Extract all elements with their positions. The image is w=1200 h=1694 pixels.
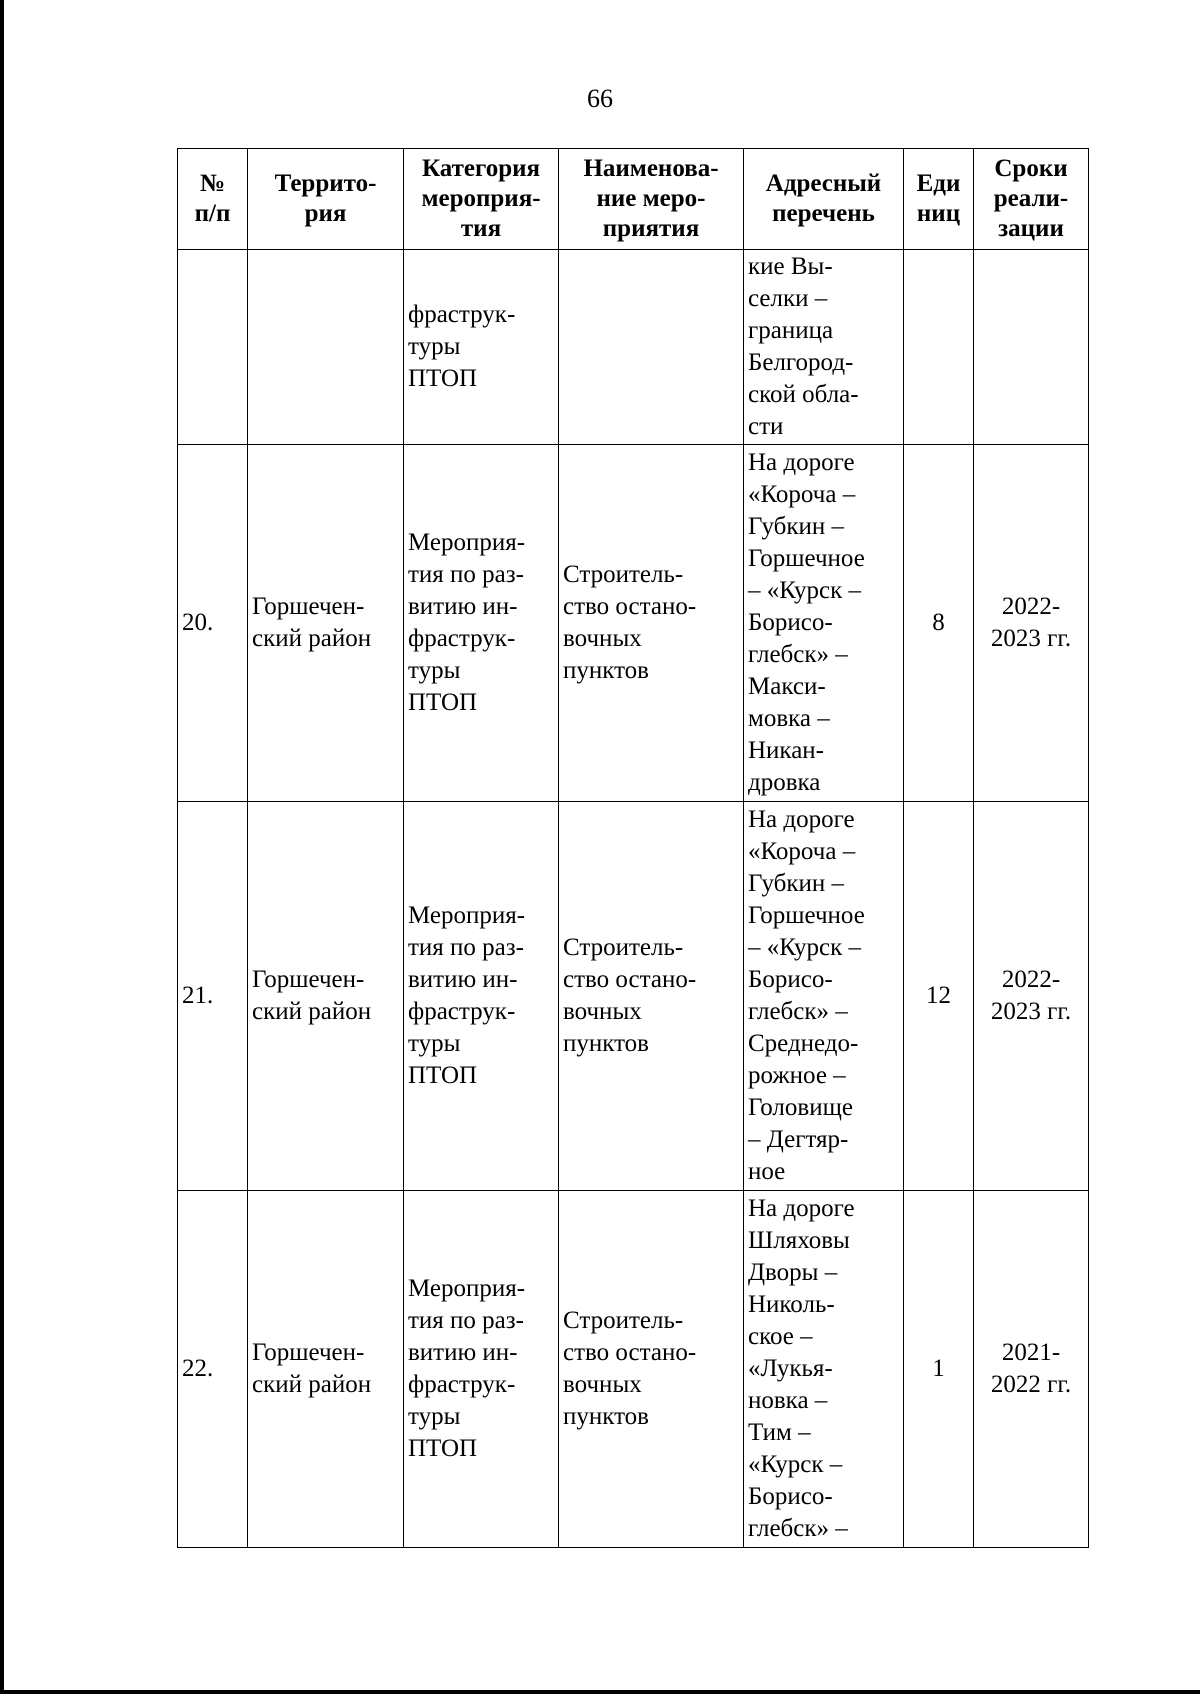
scan-edge-left [0, 0, 4, 1694]
cell-terms: 2022- 2023 гг. [974, 802, 1089, 1191]
cell-num [178, 250, 248, 445]
cell-num: 21. [178, 802, 248, 1191]
cell-terms: 2021- 2022 гг. [974, 1191, 1089, 1548]
cell-num: 22. [178, 1191, 248, 1548]
cell-territory [248, 250, 404, 445]
cell-category: Мероприя- тия по раз- витию ин- фраструк- туры ПТОП [404, 1191, 559, 1548]
header-category: Категория мероприя- тия [404, 149, 559, 250]
cell-units: 12 [904, 802, 974, 1191]
cell-address: кие Вы- селки – граница Белгород- ской обла- сти [744, 250, 904, 445]
cell-address: На дороге Шляховы Дворы – Николь- ское – «Лукья- новка – Тим – «Курск – Борисо- глебск» – [744, 1191, 904, 1548]
cell-name: Строитель- ство остано- вочных пунктов [559, 802, 744, 1191]
cell-terms [974, 250, 1089, 445]
cell-category: Мероприя- тия по раз- витию ин- фраструк- туры ПТОП [404, 802, 559, 1191]
cell-address: На дороге «Короча – Губкин – Горшечное – «Курск – Борисо- глебск» – Среднедо- рожное – Головище – Дегтяр- ное [744, 802, 904, 1191]
scan-edge-bottom [0, 1690, 1200, 1694]
table-row-continuation [178, 250, 1089, 445]
header-name: Наименова- ние меро- приятия [559, 149, 744, 250]
header-terms: Сроки реали- зации [974, 149, 1089, 250]
cell-units: 8 [904, 445, 974, 802]
header-territory: Террито- рия [248, 149, 404, 250]
cell-name: Строитель- ство остано- вочных пунктов [559, 445, 744, 802]
cell-category: Мероприя- тия по раз- витию ин- фраструк- туры ПТОП [404, 445, 559, 802]
header-address: Адресный перечень [744, 149, 904, 250]
table-row [178, 802, 1089, 1191]
cell-category: фраструк- туры ПТОП [404, 250, 559, 445]
header-units: Еди ниц [904, 149, 974, 250]
cell-territory: Горшечен- ский район [248, 445, 404, 802]
table-row [178, 445, 1089, 802]
table-header-row [178, 149, 1089, 250]
table-row [178, 1191, 1089, 1548]
cell-territory: Горшечен- ский район [248, 1191, 404, 1548]
cell-territory: Горшечен- ский район [248, 802, 404, 1191]
cell-units [904, 250, 974, 445]
cell-terms: 2022- 2023 гг. [974, 445, 1089, 802]
header-num: № п/п [178, 149, 248, 250]
cell-address: На дороге «Короча – Губкин – Горшечное – «Курск – Борисо- глебск» – Макси- мовка – Никан- дровка [744, 445, 904, 802]
activities-table [177, 148, 1089, 1548]
cell-units: 1 [904, 1191, 974, 1548]
cell-name: Строитель- ство остано- вочных пунктов [559, 1191, 744, 1548]
cell-name [559, 250, 744, 445]
page-number: 66 [587, 84, 613, 113]
cell-num: 20. [178, 445, 248, 802]
